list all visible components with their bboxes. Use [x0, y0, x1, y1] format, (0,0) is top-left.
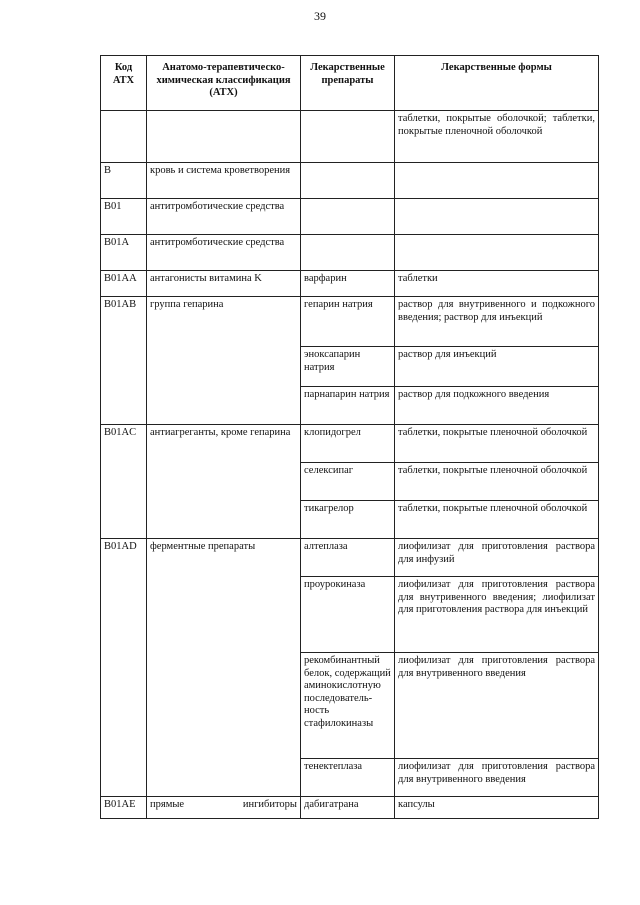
form-cell: лиофилизат для приготовления раствора для инфузий	[395, 539, 599, 577]
classification-cell: антитромботические средства	[147, 199, 301, 235]
table-row	[101, 111, 599, 163]
drug-cell	[301, 235, 395, 271]
atc-code-cell: B01AE	[101, 797, 147, 819]
drug-cell: тикагрелор	[301, 501, 395, 539]
classification-cell: ферментные препараты	[147, 539, 301, 797]
classification-cell: прямые ингибиторы	[147, 797, 301, 819]
classification-cell: антитромботические средства	[147, 235, 301, 271]
header-forms: Лекарственные формы	[395, 56, 599, 111]
classification-cell	[147, 111, 301, 163]
atc-code-cell: B01AA	[101, 271, 147, 297]
drug-cell: гепарин натрия	[301, 297, 395, 347]
drug-cell	[301, 163, 395, 199]
drug-cell: алтеплаза	[301, 539, 395, 577]
table-row	[101, 297, 599, 347]
form-cell: таблетки	[395, 271, 599, 297]
form-cell: лиофилизат для приготовления раствора для внутривенного введения	[395, 759, 599, 797]
form-cell: раствор для инъекций	[395, 347, 599, 387]
page-number: 39	[314, 9, 326, 23]
header-code: Код АТХ	[101, 56, 147, 111]
table-row	[101, 797, 599, 819]
form-cell: лиофилизат для приготовления раствора для внутривенного введения	[395, 653, 599, 759]
drug-cell: варфарин	[301, 271, 395, 297]
drug-cell: проурокиназа	[301, 577, 395, 653]
table-header-row	[101, 56, 599, 111]
form-cell: таблетки, покрытые пленочной оболочкой	[395, 501, 599, 539]
drug-cell	[301, 111, 395, 163]
drug-cell: селексипаг	[301, 463, 395, 501]
form-cell: раствор для подкожного введения	[395, 387, 599, 425]
classification-cell: антагонисты витамина K	[147, 271, 301, 297]
drug-cell	[301, 199, 395, 235]
classification-cell: кровь и система кроветворения	[147, 163, 301, 199]
atc-code-cell: B01AB	[101, 297, 147, 425]
form-cell: капсулы	[395, 797, 599, 819]
table-row	[101, 425, 599, 463]
table-row	[101, 539, 599, 577]
form-cell: таблетки, покрытые оболочкой; таблетки, покрытые пленочной оболочкой	[395, 111, 599, 163]
table-row	[101, 235, 599, 271]
drug-cell: рекомбинантный белок, содержащий аминокислотную последователь-ность стафилокиназы	[301, 653, 395, 759]
table-row	[101, 271, 599, 297]
atc-code-cell: B01AC	[101, 425, 147, 539]
form-cell: таблетки, покрытые пленочной оболочкой	[395, 425, 599, 463]
form-cell	[395, 163, 599, 199]
drug-cell: эноксапарин натрия	[301, 347, 395, 387]
drug-cell: дабигатрана	[301, 797, 395, 819]
atc-table	[100, 55, 599, 819]
drug-cell: тенектеплаза	[301, 759, 395, 797]
form-cell: лиофилизат для приготовления раствора для внутривенного введения; лиофилизат для приготовления раствора для инъекций	[395, 577, 599, 653]
form-cell: таблетки, покрытые пленочной оболочкой	[395, 463, 599, 501]
form-cell: раствор для внутривенного и подкожного введения; раствор для инъекций	[395, 297, 599, 347]
drug-cell: клопидогрел	[301, 425, 395, 463]
atc-code-cell	[101, 111, 147, 163]
header-drugs: Лекарственные препараты	[301, 56, 395, 111]
table-row	[101, 163, 599, 199]
atc-code-cell: B01AD	[101, 539, 147, 797]
atc-code-cell: B01	[101, 199, 147, 235]
drug-cell: парнапарин натрия	[301, 387, 395, 425]
atc-code-cell: B	[101, 163, 147, 199]
form-cell	[395, 235, 599, 271]
header-classification: Анатомо-терапевтическо-химическая классификация (АТХ)	[147, 56, 301, 111]
classification-cell: группа гепарина	[147, 297, 301, 425]
table-row	[101, 199, 599, 235]
classification-cell: антиагреганты, кроме гепарина	[147, 425, 301, 539]
atc-code-cell: B01A	[101, 235, 147, 271]
form-cell	[395, 199, 599, 235]
